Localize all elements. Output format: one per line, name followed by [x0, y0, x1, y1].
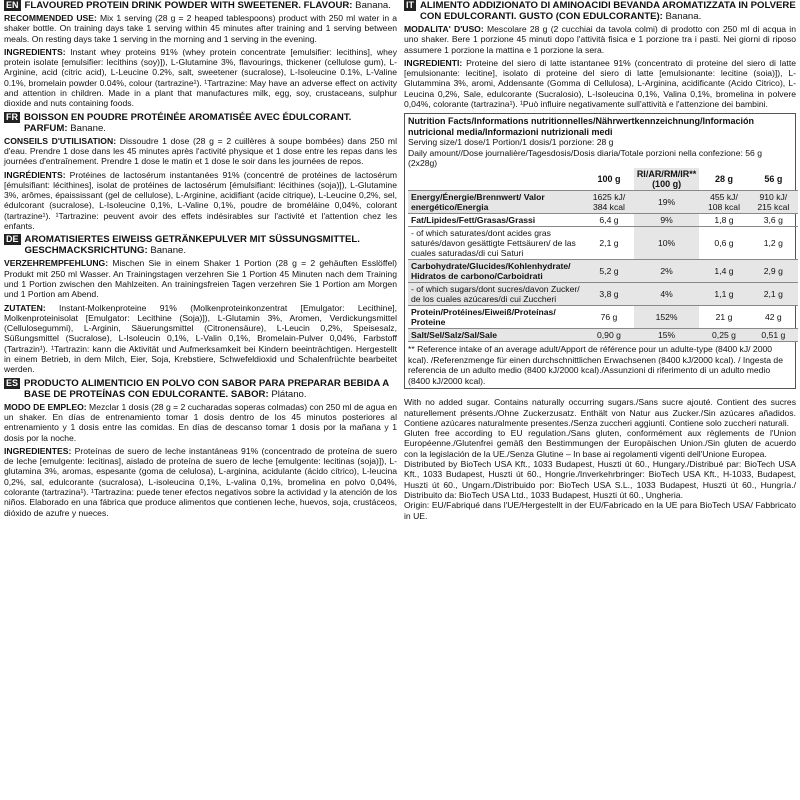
- header-cell: 56 g: [749, 168, 798, 191]
- nutrition-cell-v28: 1,8 g: [699, 214, 748, 227]
- use-label-de: VERZEHREMPFEHLUNG:: [4, 258, 109, 269]
- section-fr-heading: [4, 112, 397, 134]
- ing-label-en: INGREDIENTS:: [4, 46, 66, 57]
- nutrition-cell-v100: 6,4 g: [584, 214, 634, 227]
- use-text-fr: Dissoudre 1 dose (28 g = 2 cuillères à soupe bombées) dans 250 ml d'eau. Prendre 1 dose dans les 45 minutes après l'activité physique et 1 dose entre les repas dans les journées d'entraînement. Prendre 1 dose le matin et 1 dose le soir dans les journées de repos.: [4, 135, 397, 167]
- notes-block: [404, 397, 796, 521]
- nutrition-cell-v28: 455 kJ/ 108 kcal: [699, 191, 748, 214]
- section-de-heading: [4, 234, 397, 256]
- section-de: [4, 234, 397, 374]
- nutrition-cell-v28: 21 g: [699, 306, 748, 329]
- header-cell: 28 g: [699, 168, 748, 191]
- section-es-heading: [4, 378, 397, 400]
- ing-text-it: Proteine del siero di latte istantanee 91% (concentrato di proteine del siero di latte [emulsionante: lecitine], isolato di proteine del siero di latte [emulsionante: lecitine (soia)]), L-Glutammina 3%, aromi, Addensante (Gomma di Cellulosa), L-Arginina, acidificante (Acido Citrico), L-Leucina 0,2%, Sale, edulcorante (Sucralosio), L-Isoleucina 0,1%, Valina 0,1%, bromelina in polvere 0,04%, colorante (tartrazina¹). ¹Può influire negativamente sull'attività e l'attenzione dei bambini.: [404, 57, 796, 110]
- gluten-note: Gluten free according to EU regulation./Sans gluten, conformément aux règlements de l'Union Européenne./Glutenfrei gemäß den Bestimmungen der Europäischen Union./Sin gluten de acuerdo con la legislación de la UE./Senza Glutine – In base ai regolamenti vigenti dell'Unione Europea.: [404, 428, 796, 459]
- nutrition-panel: [404, 113, 796, 389]
- ingredients-it: [404, 58, 796, 109]
- nutrition-row: [408, 227, 798, 260]
- ing-label-fr: INGRÉDIENTS:: [4, 169, 66, 180]
- nutrition-row: [408, 283, 798, 306]
- title-fr: BOISSON EN POUDRE PROTÉINÉE AROMATISÉE AVEC ÉDULCORANT. PARFUM:: [24, 111, 352, 134]
- nutrition-cell-v100: 2,1 g: [584, 227, 634, 260]
- nutrition-cell-ri: 152%: [634, 306, 700, 329]
- nutrition-cell-v56: 0,51 g: [749, 329, 798, 342]
- nutrition-row: [408, 191, 798, 214]
- nutrition-header-row: [408, 168, 798, 191]
- use-text-de: Mischen Sie in einem Shaker 1 Portion (28 g = 2 gehäuften Esslöffel) Produkt mit 250 ml Wasser. An Trainingstagen verzehren Sie 1 Portion 45 Minuten nach dem Training und 1 Portion zwischen den Mahlzeiten. An trainingsfreien Tagen verzehren Sie 1 Portion am Morgen und 1 Portion am Abend.: [4, 258, 397, 300]
- nutrition-row: [408, 329, 798, 342]
- use-de: [4, 258, 397, 299]
- flavour-es: Plátano.: [271, 388, 307, 400]
- nutrition-row: [408, 306, 798, 329]
- nutrition-cell-v28: 0,6 g: [699, 227, 748, 260]
- lang-code-en: EN: [6, 0, 19, 10]
- use-en: [4, 13, 397, 44]
- use-fr: [4, 136, 397, 167]
- use-label-it: MODALITA' D'USO:: [404, 24, 484, 34]
- nutrition-cell-label: - of which saturates/dont acides gras saturés/davon gesättigte Fettsäuren/ de las cuales saturadas/di cui Saturi: [408, 227, 584, 260]
- use-label-en: RECOMMENDED USE:: [4, 13, 97, 23]
- lang-code-es: ES: [6, 377, 19, 388]
- use-label-fr: CONSEILS D'UTILISATION:: [4, 135, 117, 146]
- nutrition-table: [408, 168, 798, 342]
- use-text-it: Mescolare 28 g (2 cucchiai da tavola colmi) di prodotto con 250 ml di acqua in uno shaker. Bere 1 porzione 45 minuti dopo l'attività fisica e 1 porzione tra i pasti. Nei giorni di riposo assumere 1 porzione la mattina e 1 porzione la sera.: [404, 24, 796, 55]
- title-en: FLAVOURED PROTEIN DRINK POWDER WITH SWEETENER.: [24, 0, 301, 11]
- section-it: [404, 0, 796, 109]
- ingredients-fr: [4, 170, 397, 232]
- flavour-de: Banane.: [150, 245, 187, 257]
- daily-amount: Daily amount//Dose journalière/Tagesdosis/Dosis diaria/Totale porzioni nella confezione: 56 g (2x28g): [408, 147, 762, 168]
- left-column: [4, 0, 397, 521]
- nutrition-cell-ri: 19%: [634, 191, 700, 214]
- lang-code-fr: FR: [6, 111, 18, 122]
- nutrition-cell-label: Fat/Lipides/Fett/Grasas/Grassi: [408, 214, 584, 227]
- header-cell: 100 g: [584, 168, 634, 191]
- flavour-fr: Banane.: [70, 122, 106, 134]
- ing-label-es: INGREDIENTES:: [4, 445, 72, 456]
- nutrition-cell-v56: 910 kJ/ 215 kcal: [749, 191, 798, 214]
- section-fr: [4, 112, 397, 232]
- nutrition-cell-v56: 3,6 g: [749, 214, 798, 227]
- ingredients-en: [4, 47, 397, 109]
- ing-text-en: Instant whey proteins 91% (whey protein concentrate [emulsifier: lecithins], whey protein isolate [emulsifier: lecithins (soy)]), L-Glutamine 3%, flavourings, thickener (cellulose gum), L-Arginine, acid (citric acid), L-Leucine 0.2%, salt, sweetener (sucralose), L-Isoleucine 0.1%, L-Valine 0.1%, bromelain powder 0.04%, colour (tartrazine¹). ¹Tartrazine: May have an adverse effect on activity and attention in children. Made in a plant that manufactures milk, egg, soy, crustaceans, sulphur dioxide and nuts containing foods.: [4, 46, 397, 109]
- nutrition-cell-v100: 76 g: [584, 306, 634, 329]
- title-es: PRODUCTO ALIMENTICIO EN POLVO CON SABOR PARA PREPARAR BEBIDA A BASE DE PROTEÍNAS CON EDULCORANTE. SABOR:: [24, 377, 389, 400]
- ing-label-it: INGREDIENTI:: [404, 57, 463, 68]
- header-cell: RI/AR/RM/IR** (100 g): [634, 168, 700, 191]
- nutrition-cell-v28: 1,1 g: [699, 283, 748, 306]
- nutrition-cell-label: Energy/Énergie/Brennwert/ Valor energético/Energia: [408, 191, 584, 214]
- lang-code-it: IT: [406, 0, 414, 10]
- header-cell: [408, 168, 584, 191]
- flavour-label-en: FLAVOUR:: [303, 0, 353, 11]
- nutrition-cell-v100: 5,2 g: [584, 260, 634, 283]
- nutrition-cell-ri: 15%: [634, 329, 700, 342]
- nutrition-cell-label: Protein/Protéines/Eiweiß/Proteínas/ Proteine: [408, 306, 584, 329]
- lang-code-de: DE: [6, 234, 19, 245]
- origin-note: Origin: EU/Fabriqué dans l'UE/Hergestellt in der EU/Fabricado en la UE para BioTech USA/ Fabbricato in UE.: [404, 500, 796, 521]
- title-de: AROMATISIERTES EIWEISS GETRÄNKEPULVER MIT SÜSSUNGSMITTEL. GESCHMACKSRICHTUNG:: [24, 234, 360, 257]
- nutrition-cell-v28: 0,25 g: [699, 329, 748, 342]
- ing-text-de: Instant-Molkenproteine 91% (Molkenproteinkonzentrat [Emulgator: Lecithine], Molkenproteinisolat [Emulgator: Lecithine (Soja)]), L-Glutamin 3%, Aromen, Verdickungsmittel (Cellulosegummi), L-Arginin, Säuerungsmittel (Citronensäure), L-Leucin 0,2%, Speisesalz, Süßungsmittel (Sucralose), L-Isoleucin 0,1%, L-Valin 0,1%, Bromelain-Pulver 0,04%, Farbstoff (Tartrazin¹). ¹Tartrazin: kann die Aktivität und Aufmerksamkeit bei Kindern beeinträchtigen. Hergestellt in einem Betrieb, in dem Milch, Eier, Soja, Krebstiere, Schwefeldioxid und Schalenfrüchte bearbeitet werden.: [4, 302, 397, 375]
- sugar-note: With no added sugar. Contains naturally occurring sugars./Sans sucre ajouté. Contient des sucres naturellement présents./Ohne Zuckerzusatz. Enthält von Natur aus Zucker./Sin azúcares añadidos. Contiene azúcares naturalmente presentes./Senza zuccheri aggiunti. Contiene solo zuccheri naturali.: [404, 397, 796, 428]
- nutrition-cell-v56: 42 g: [749, 306, 798, 329]
- flavour-it: Banana.: [665, 11, 702, 22]
- nutrition-body: [408, 191, 798, 342]
- nutrition-cell-label: - of which sugars/dont sucres/davon Zucker/ de los cuales azúcares/di cui Zuccheri: [408, 283, 584, 306]
- nutrition-cell-label: Salt/Sel/Salz/Sal/Sale: [408, 329, 584, 342]
- ingredients-es: [4, 446, 397, 518]
- nutrition-cell-label: Carbohydrate/Glucides/Kohlenhydrate/ Hidratos de carbono/Carboidrati: [408, 260, 584, 283]
- use-it: [404, 24, 796, 55]
- nutrition-cell-ri: 2%: [634, 260, 700, 283]
- nutrition-footnote: ** Reference intake of an average adult/Apport de référence pour un adulte-type (8400 kJ/ 2000 kcal). /Referenzmenge für einen durchschnittlichen Erwachsenen (8400 kJ/2000 kcal). / Ingesta de referencia de un adulto medio (8400 kJ/2000 kcal)./Assunzioni di riferimento di un adulto medio (8400 kJ/2000 kcal).: [408, 344, 783, 386]
- use-text-es: Mezclar 1 dosis (28 g = 2 cucharadas soperas colmadas) con 250 ml de agua en un shaker. En días de entrenamiento tomar 1 dosis dentro de los 45 minutos posteriores al entrenamiento y 1 dosis entre las comidas. En días de descanso tomar 1 dosis por la mañana y 1 dosis por la noche.: [4, 401, 397, 443]
- nutrition-cell-v100: 1625 kJ/ 384 kcal: [584, 191, 634, 214]
- nutrition-cell-v56: 1,2 g: [749, 227, 798, 260]
- nutrition-row: [408, 214, 798, 227]
- nutrition-cell-v100: 3,8 g: [584, 283, 634, 306]
- right-column: [404, 0, 796, 521]
- nutrition-title: Nutrition Facts/Informations nutritionnelles/Nährwertkennzeichnung/Información nutricional media/Informazioni nutrizionali medi: [408, 116, 755, 137]
- serving-size: Serving size/1 dose/1 Portion/1 dosis/1 porzione: 28 g: [408, 137, 614, 148]
- section-en-heading: [4, 0, 397, 11]
- nutrition-row: [408, 260, 798, 283]
- flavour-en: Banana.: [355, 0, 391, 11]
- nutrition-cell-ri: 9%: [634, 214, 700, 227]
- nutrition-cell-v56: 2,9 g: [749, 260, 798, 283]
- section-en: [4, 0, 397, 109]
- nutrition-cell-ri: 10%: [634, 227, 700, 260]
- use-label-es: MODO DE EMPLEO:: [4, 401, 87, 412]
- ing-label-de: ZUTATEN:: [4, 302, 46, 313]
- section-it-heading: [404, 0, 796, 22]
- ingredients-de: [4, 303, 397, 375]
- use-text-en: Mix 1 serving (28 g = 2 heaped tablespoons) product with 250 ml water in a shaker bottle. On training days take 1 serving within 45 minutes after training and 1 serving between meals. On resting days take 1 serving in the morning and 1 serving in the evening.: [4, 13, 397, 44]
- ing-text-es: Proteínas de suero de leche instantáneas 91% (concentrado de proteína de suero de leche [emulgente: lecitinas], aislado de proteína de suero de leche [emulgente: lecitinas (soja)]), L-glutamina 3%, aromas, espesante (goma de celulosa), L-arginina, acidulante (ácido cítrico), L-leucina 0,2%, sal, edulcorante (sucralosa), L-isoleucina 0,1%, L-valina 0,1%, bromelina en polvo 0,04%, colorante (tartrazina¹). ¹Tartrazina: puede tener efectos negativos sobre la actividad y la atención de los niños. Elaborado en una fábrica que produce alimentos que contienen leche, huevos, soja, crustáceos, dióxido de azufre y nueces.: [4, 445, 398, 518]
- nutrition-cell-v28: 1,4 g: [699, 260, 748, 283]
- use-es: [4, 402, 397, 443]
- nutrition-cell-v56: 2,1 g: [749, 283, 798, 306]
- ing-text-fr: Protéines de lactosérum instantanées 91% (concentré de protéines de lactosérum [émulsifiant: lécithines], isolat de protéines de lactosérum [émulsifiant: lécithines (soja)]), L-Glutamine 3%, arômes, épaississant (gel de cellulose), L-Arginine, acidifiant (acide citrique), L-Leucine 0,2%, sel, édulcorant (sucralose), L-Isoleucine 0,1%, L-Valine 0,1%, poudre de broméláine 0,04%, colorant (tartrazine¹). ¹Tartrazine: peuvent avoir des effets indésirables sur l'activité et l'attention chez les enfants.: [4, 169, 398, 232]
- title-it: ALIMENTO ADDIZIONATO DI AMINOACIDI BEVANDA AROMATIZZATA IN POLVERE CON EDULCORANTI. GUSTO (CON EDULCORANTE):: [420, 0, 796, 22]
- nutrition-cell-v100: 0,90 g: [584, 329, 634, 342]
- distributor-note: Distributed by BioTech USA Kft., 1033 Budapest, Huszti út 60., Hungary./Distribué par: BioTech USA Kft., 1033 Budapest, Huszti út 60., Hongrie./Inverkehrbringer: BioTech USA Kft., H-1033, Budapest, Huszti út 60., Ungarn./Distribuido por: BioTech USA S.L., 1033 Budapest, Huszti út 60., Hungría./ Distribuito da: BioTech USA Ltd., 1033 Budapest, Huszti út 60., Ungheria.: [404, 459, 796, 500]
- nutrition-cell-ri: 4%: [634, 283, 700, 306]
- section-es: [4, 378, 397, 518]
